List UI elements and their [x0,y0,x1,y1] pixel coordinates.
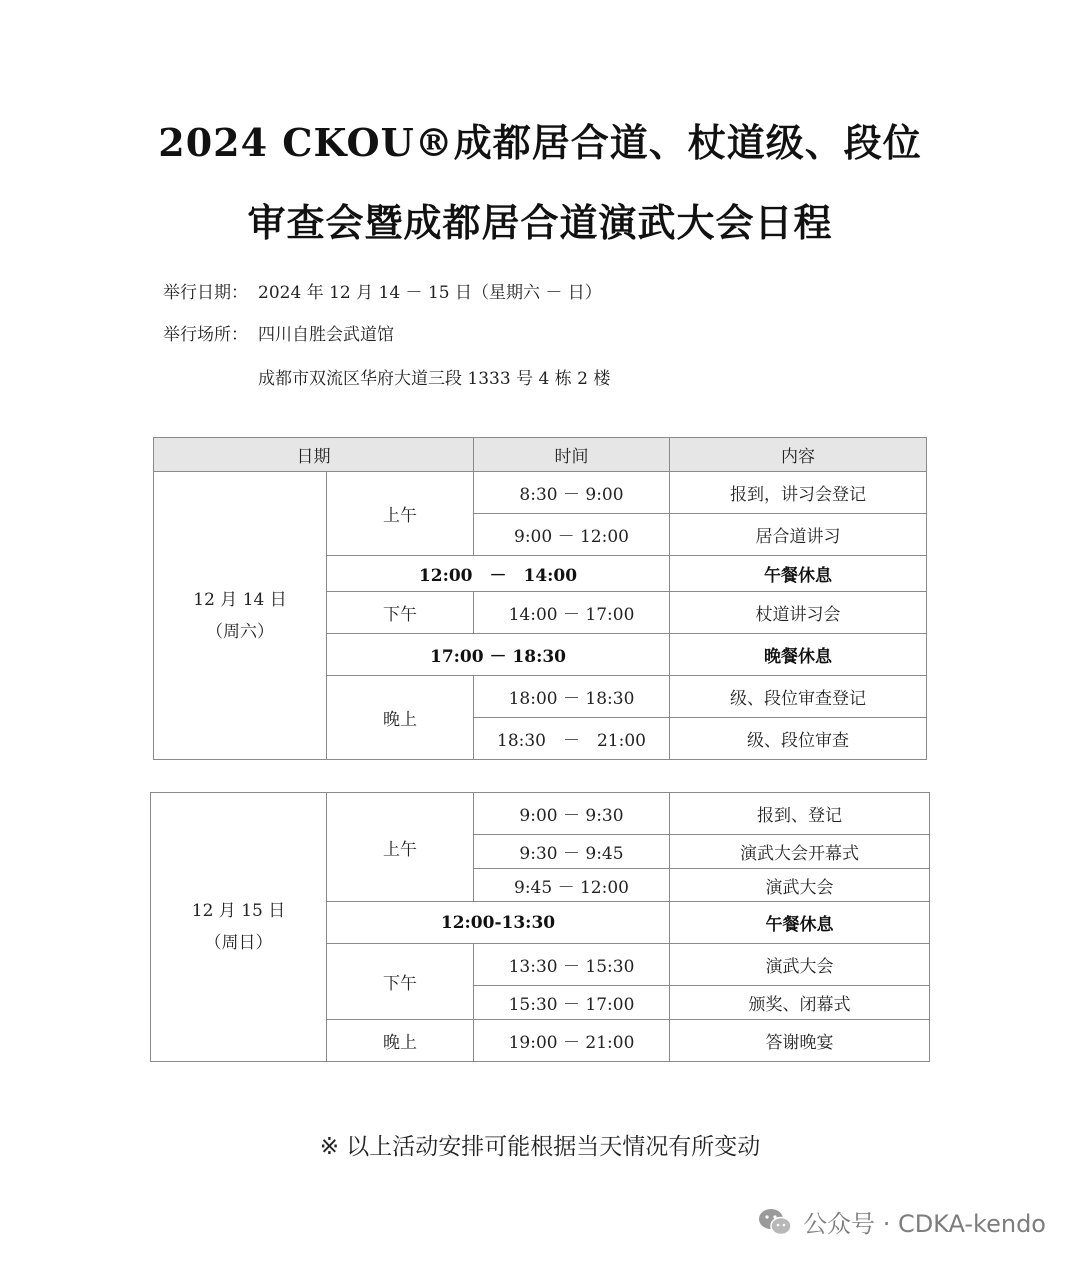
watermark-text: 公众号 · CDKA-kendo [803,1210,1046,1238]
period-morning: 上午 [327,793,474,902]
event-date-label: 举行日期： [163,283,248,303]
schedule-table-day2 [150,792,930,1062]
content-cell: 答谢晚宴 [670,1020,930,1062]
time-cell: 9:30 － 9:45 [474,835,670,869]
time-cell: 9:00 － 12:00 [474,514,670,556]
content-cell: 杖道讲习会 [670,592,927,634]
break-content-cell: 晚餐休息 [670,634,927,676]
period-morning: 上午 [327,472,474,556]
period-evening: 晚上 [327,676,474,760]
table-row [151,793,930,835]
content-cell: 演武大会开幕式 [670,835,930,869]
document-title-line1: 2024 CKOU®成都居合道、杖道级、段位 [158,120,922,165]
break-time-cell: 12:00-13:30 [327,902,670,944]
time-cell: 14:00 － 17:00 [474,592,670,634]
content-cell: 居合道讲习 [670,514,927,556]
event-date-value: 2024 年 12 月 14 － 15 日（星期六 － 日） [258,283,602,303]
content-cell: 演武大会 [670,869,930,902]
period-afternoon: 下午 [327,944,474,1020]
time-cell: 18:30 － 21:00 [474,718,670,760]
wechat-icon [757,1207,793,1237]
header-content: 内容 [670,438,927,472]
event-venue-value: 四川自胜会武道馆 [258,325,394,345]
header-date: 日期 [154,438,474,472]
time-cell: 9:45 － 12:00 [474,869,670,902]
break-content-cell: 午餐休息 [670,902,930,944]
time-cell: 9:00 － 9:30 [474,793,670,835]
schedule-change-note: ※ 以上活动安排可能根据当天情况有所变动 [319,1134,761,1160]
period-evening: 晚上 [327,1020,474,1062]
day-date: 12 月 14 日 [193,589,287,610]
period-afternoon: 下午 [327,592,474,634]
time-cell: 13:30 － 15:30 [474,944,670,986]
event-venue-label: 举行场所： [163,325,248,345]
account-watermark [757,1204,1046,1239]
event-address: 成都市双流区华府大道三段 1333 号 4 栋 2 楼 [258,369,611,389]
content-cell: 级、段位审查 [670,718,927,760]
table-row [154,472,927,514]
day-date-cell [151,793,327,1062]
day-weekday: （周六） [206,621,274,642]
time-cell: 15:30 － 17:00 [474,986,670,1020]
content-cell: 级、段位审查登记 [670,676,927,718]
time-cell: 18:00 － 18:30 [474,676,670,718]
break-time-cell: 17:00 － 18:30 [327,634,670,676]
content-cell: 颁奖、闭幕式 [670,986,930,1020]
break-time-cell: 12:00 － 14:00 [327,556,670,592]
day-weekday: （周日） [204,933,273,953]
content-cell: 报到、登记 [670,793,930,835]
time-cell: 19:00 － 21:00 [474,1020,670,1062]
day-date-cell [154,472,327,760]
schedule-table-day1 [153,437,927,760]
document-title-line2: 审查会暨成都居合道演武大会日程 [247,200,833,245]
break-content-cell: 午餐休息 [670,556,927,592]
content-cell: 报到，讲习会登记 [670,472,927,514]
time-cell: 8:30 － 9:00 [474,472,670,514]
header-time: 时间 [474,438,670,472]
day-date: 12 月 15 日 [191,901,286,921]
table-header-row [154,438,927,472]
content-cell: 演武大会 [670,944,930,986]
